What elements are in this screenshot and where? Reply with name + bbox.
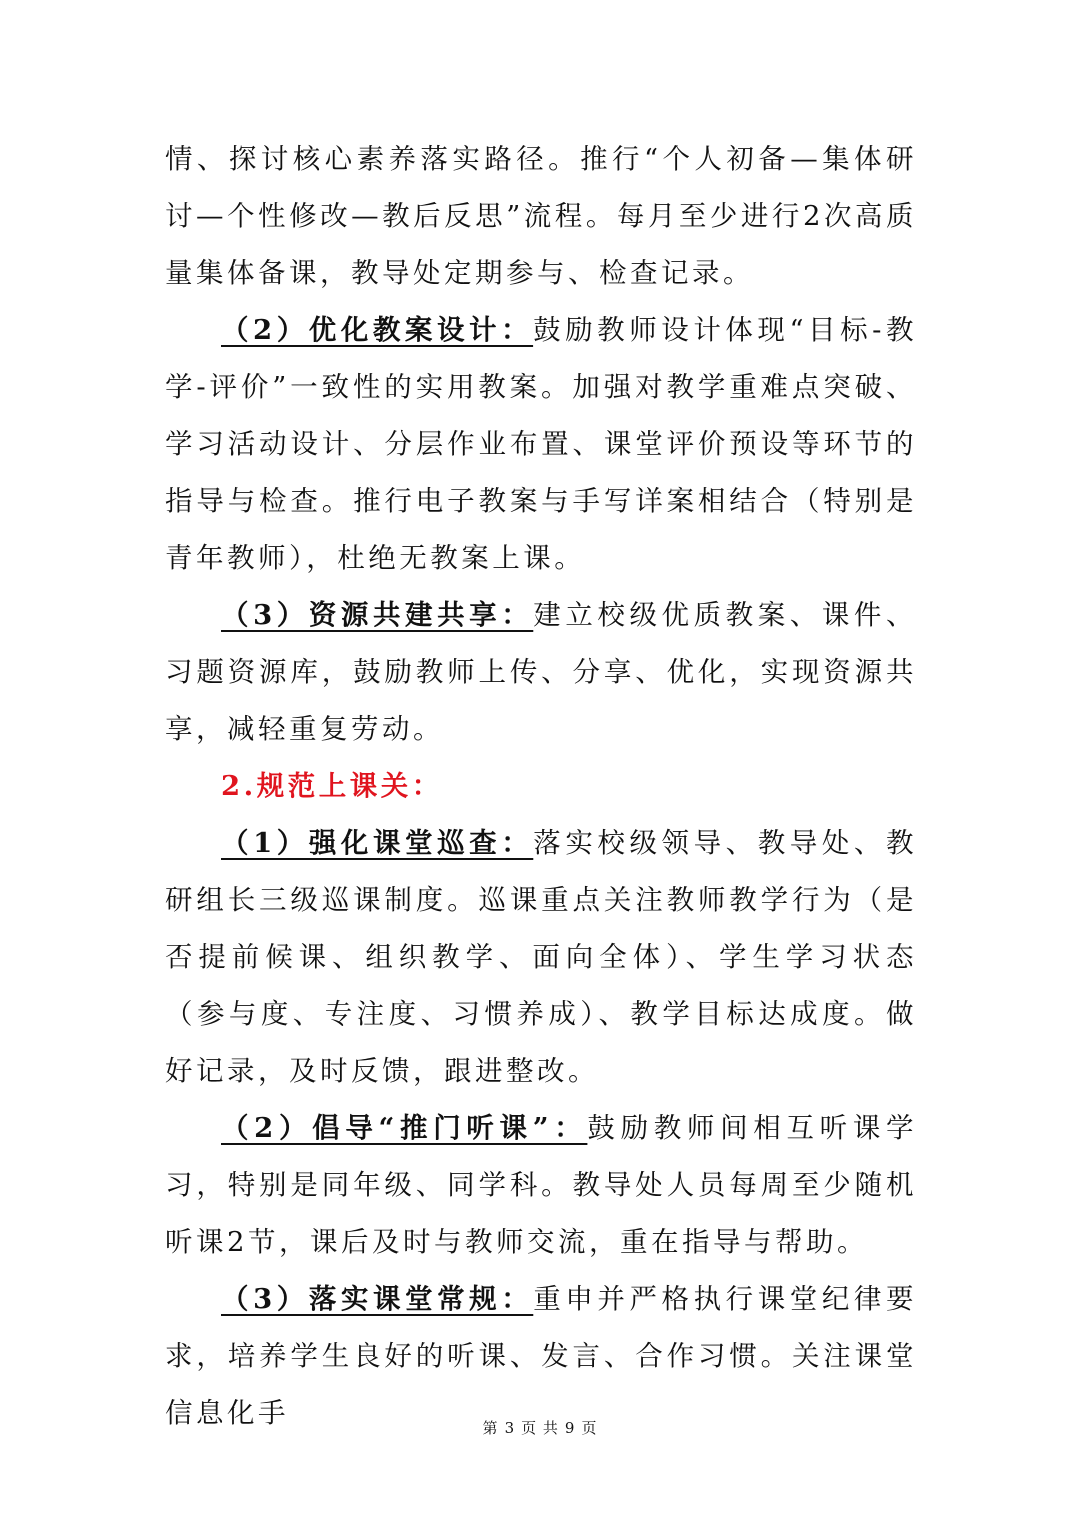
item-heading: （3）落实课堂常规：	[221, 1283, 534, 1315]
footer-prefix: 第	[482, 1419, 499, 1437]
paragraph-resource-sharing	[165, 587, 917, 758]
item-heading: （3）资源共建共享：	[221, 599, 534, 631]
paragraph-continuation	[165, 131, 917, 302]
paragraph-text: 落实校级领导、教导处、教研组长三级巡课制度。巡课重点关注教师教学行为（是否提前候课、组织教学、面向全体）、学生学习状态（参与度、专注度、习惯养成）、教学目标达成度。做好记录，及时反馈，跟进整改。	[165, 827, 917, 1087]
page-content	[165, 131, 917, 1442]
paragraph-classroom-inspection	[165, 815, 917, 1100]
paragraph-optimize-lesson-plans	[165, 302, 917, 587]
section-title: 2.规范上课关：	[221, 770, 443, 802]
paragraph-text: 鼓励教师间相互听课学习，特别是同年级、同学科。教导处人员每周至少随机听课2节，课后及时与教师交流，重在指导与帮助。	[165, 1112, 917, 1258]
item-heading: （2）优化教案设计：	[221, 314, 534, 346]
footer-total-pages: 9	[564, 1419, 576, 1437]
item-heading: （2）倡导“推门听课”：	[221, 1112, 588, 1144]
item-heading: （1）强化课堂巡查：	[221, 827, 534, 859]
paragraph-text: 重申并严格执行课堂纪律要求，培养学生良好的听课、发言、合作习惯。关注课堂信息化手	[165, 1283, 917, 1429]
footer-current-page: 3	[504, 1419, 516, 1437]
paragraph-text: 鼓励教师设计体现“目标-教学-评价”一致性的实用教案。加强对教学重难点突破、学习活动设计、分层作业布置、课堂评价预设等环节的指导与检查。推行电子教案与手写详案相结合（特别是青年教师），杜绝无教案上课。	[165, 314, 917, 574]
paragraph-open-door-observation	[165, 1100, 917, 1271]
paragraph-text: 建立校级优质教案、课件、习题资源库，鼓励教师上传、分享、优化，实现资源共享，减轻重复劳动。	[165, 599, 917, 745]
footer-suffix: 页	[581, 1419, 598, 1437]
paragraph-text: 情、探讨核心素养落实路径。推行“个人初备—集体研讨—个性修改—教后反思”流程。每月至少进行2次高质量集体备课，教导处定期参与、检查记录。	[165, 143, 917, 289]
section-heading	[165, 758, 917, 815]
footer-mid: 页 共	[521, 1419, 559, 1437]
page-footer	[0, 1417, 1080, 1438]
